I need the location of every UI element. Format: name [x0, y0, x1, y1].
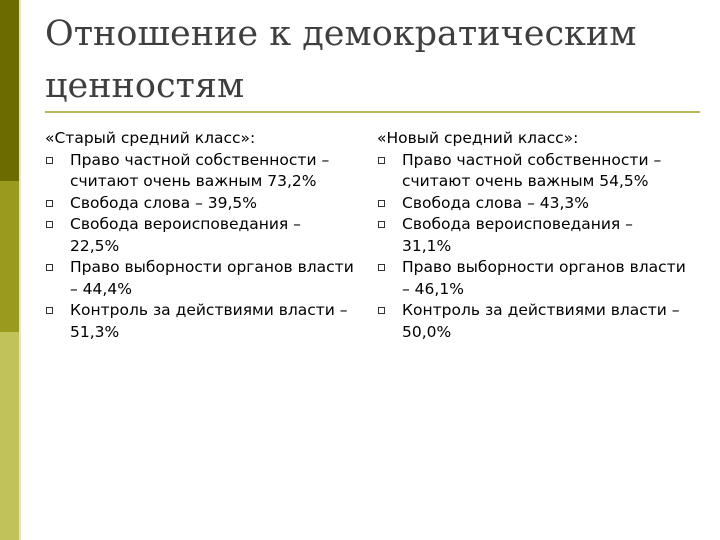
list-item-text: Свобода слова – 39,5% [70, 193, 258, 212]
list-item [45, 257, 355, 300]
list-item [45, 193, 355, 215]
square-bullet-icon [378, 264, 385, 271]
old-middle-class-heading: «Старый средний класс»: [45, 129, 256, 147]
square-bullet-icon [46, 157, 53, 164]
list-item-text: Свобода вероисповедания – 22,5% [70, 215, 301, 255]
list-item-text: Право частной собственности – считают очень важным 73,2% [70, 150, 330, 190]
list-item-text: Свобода слова – 43,3% [402, 193, 590, 212]
new-middle-class-list [377, 150, 687, 344]
list-item-text: Право выборности органов власти – 44,4% [70, 258, 354, 298]
square-bullet-icon [378, 221, 385, 228]
title-underline [45, 111, 700, 113]
square-bullet-icon [378, 157, 385, 164]
list-item-text: Контроль за действиями власти – 50,0% [402, 301, 680, 341]
square-bullet-icon [46, 264, 53, 271]
new-middle-class-column [377, 128, 687, 343]
list-item [377, 193, 687, 215]
list-item [377, 300, 687, 343]
square-bullet-icon [46, 200, 53, 207]
list-item [45, 214, 355, 257]
decorative-band-top [0, 0, 19, 181]
decorative-band-edge [19, 0, 21, 540]
list-item-text: Право выборности органов власти – 46,1% [402, 258, 686, 298]
list-item [45, 150, 355, 193]
new-middle-class-heading: «Новый средний класс»: [377, 129, 579, 147]
decorative-band-middle [0, 181, 19, 332]
old-middle-class-list [45, 150, 355, 344]
square-bullet-icon [378, 307, 385, 314]
square-bullet-icon [46, 221, 53, 228]
list-item [377, 214, 687, 257]
list-item [377, 150, 687, 193]
list-item [45, 300, 355, 343]
list-item [377, 257, 687, 300]
list-item-text: Право частной собственности – считают очень важным 54,5% [402, 150, 662, 190]
square-bullet-icon [378, 200, 385, 207]
old-middle-class-column [45, 128, 355, 343]
slide-title: Отношение к демократическим ценностям [45, 14, 637, 106]
square-bullet-icon [46, 307, 53, 314]
decorative-band-bottom [0, 332, 19, 540]
list-item-text: Контроль за действиями власти – 51,3% [70, 301, 348, 341]
list-item-text: Свобода вероисповедания – 31,1% [402, 215, 633, 255]
